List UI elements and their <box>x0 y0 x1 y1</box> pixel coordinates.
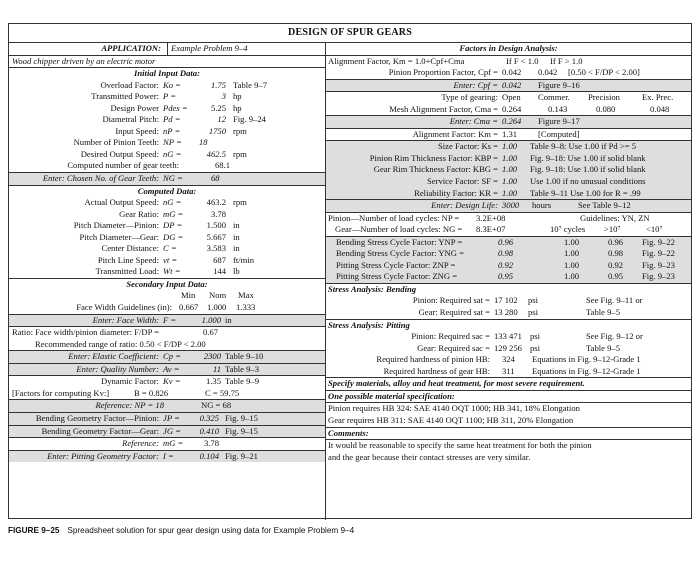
speed-value[interactable]: 1750 <box>208 125 226 136</box>
dp-label: Pitch Diameter—Pinion: <box>73 220 159 231</box>
ref-mg-value: 3.78 <box>203 438 219 449</box>
spec-gear-text: Gear requires HB 311: SAE 4140 OQT 1100; HB 311, 20% Elongation <box>328 414 574 425</box>
design-power-row <box>9 103 325 115</box>
factors-header-text: Factors in Design Analysis: <box>459 43 558 53</box>
design-power-symbol: Pdes = <box>163 102 188 113</box>
znp-row <box>326 260 691 272</box>
design-power-unit: hp <box>233 102 242 113</box>
secondary-input-header <box>9 278 325 291</box>
jp-row <box>9 413 325 426</box>
i-value[interactable]: 0.104 <box>199 450 219 461</box>
pitch-value[interactable]: 12 <box>217 114 226 125</box>
fw-min-head: Min <box>181 290 196 301</box>
sat-gear-value: 13 280 <box>494 307 518 318</box>
enter-cma-row <box>326 115 691 129</box>
pitting-geometry-row <box>9 450 325 463</box>
sat-pinion-value: 17 102 <box>494 295 518 306</box>
kbp-value[interactable]: 1.00 <box>502 152 518 163</box>
gearing-type-row <box>326 92 691 104</box>
enter-cma-value[interactable]: 0.264 <box>502 116 522 127</box>
jp-note: Fig. 9–15 <box>225 412 258 423</box>
sac-gear-row <box>326 343 691 355</box>
kv-note: Table 9–9 <box>225 376 260 387</box>
one-possible-row <box>326 391 691 404</box>
sf-label: Service Factor: SF = <box>427 176 498 187</box>
gearing-precision: Precision <box>588 92 620 103</box>
speed-row <box>9 126 325 138</box>
application-row <box>9 43 325 56</box>
km-value: 1.31 <box>502 128 518 139</box>
output-speed-row <box>9 149 325 161</box>
comment-line-1-text: It would be reasonable to specify the same heat treatment for both the pinion <box>328 440 592 451</box>
enter-cpf-label: Enter: Cpf = <box>453 79 498 90</box>
sat-gear-row <box>326 307 691 319</box>
spec-gear-row <box>326 415 691 428</box>
ref-np-label: Reference: NP = 18 <box>95 400 164 411</box>
sf-row <box>326 176 691 188</box>
cp-note: Table 9–10 <box>225 351 264 362</box>
computed-data-header <box>9 186 325 198</box>
actual-speed-value: 463.2 <box>206 197 226 208</box>
figure-caption <box>8 526 354 535</box>
sat-pinion-note: See Fig. 9–11 or <box>586 295 643 306</box>
zng-guide-3: Fig. 9–23 <box>642 271 675 282</box>
power-value[interactable]: 3 <box>221 91 226 102</box>
design-power-value: 5.25 <box>210 102 226 113</box>
kbg-value[interactable]: 1.00 <box>502 164 518 175</box>
quality-number-row <box>9 364 325 377</box>
ks-row <box>326 140 691 153</box>
right-panel <box>326 43 691 520</box>
dp-row <box>9 220 325 232</box>
zng-guide-1: 1.00 <box>564 271 580 282</box>
fw-nom-head: Nom <box>209 290 227 301</box>
pitch-symbol: Pd = <box>163 114 181 125</box>
pinion-teeth-symbol: NP = <box>163 137 182 148</box>
kbg-note: Fig. 9–18: Use 1.00 if solid blank <box>530 164 646 175</box>
pitch-line-speed-row <box>9 255 325 267</box>
hb-pinion-note: Equations in Fig. 9–12-Grade 1 <box>532 354 641 365</box>
znp-guide-2: 0.92 <box>608 259 624 270</box>
face-width-heads-row <box>9 290 325 302</box>
transmitted-load-unit: lb <box>233 266 240 277</box>
ks-label: Size Factor: Ks = <box>438 141 498 152</box>
pitch-label: Diametral Pitch: <box>102 114 159 125</box>
dg-row <box>9 232 325 244</box>
fw-max-head: Max <box>238 290 254 301</box>
design-life-label: Enter: Design Life: <box>431 200 498 211</box>
pitting-header <box>326 319 691 332</box>
power-symbol: P = <box>163 91 177 102</box>
sf-value[interactable]: 1.00 <box>502 176 518 187</box>
center-distance-row <box>9 243 325 255</box>
gearing-open: Open <box>502 92 521 103</box>
ynp-row <box>326 236 691 249</box>
kv-symbol: Kv = <box>163 376 181 387</box>
center-distance-unit: in <box>233 243 240 254</box>
ref-mg-row <box>9 438 325 450</box>
range-fd-row <box>9 339 325 351</box>
kbp-row <box>326 153 691 165</box>
face-width-label: Enter: Face Width: <box>92 314 159 325</box>
pitch-line-speed-symbol: vt = <box>163 254 178 265</box>
align-formula-label: Alignment Factor, Km = 1.0+Cpf+Cma <box>328 55 465 66</box>
actual-speed-symbol: nG = <box>163 197 182 208</box>
application-value: Example Problem 9–4 <box>167 43 248 55</box>
hb-pinion-label: Required hardness of pinion HB: <box>376 354 490 365</box>
kr-row <box>326 188 691 200</box>
align-formula-a: If F < 1.0 <box>506 55 539 66</box>
enter-cma-note: Figure 9–17 <box>538 116 580 127</box>
output-speed-unit: rpm <box>233 148 247 159</box>
transmitted-load-label: Transmitted Load: <box>95 266 159 277</box>
ynp-value[interactable]: 0.96 <box>498 236 514 247</box>
ynp-guide-1: 1.00 <box>564 236 580 247</box>
face-width-value[interactable]: 1.000 <box>201 314 221 325</box>
jg-label: Bending Geometry Factor—Gear: <box>41 425 159 436</box>
dp-symbol: DP = <box>163 220 183 231</box>
kv-value: 1.35 <box>205 376 221 387</box>
yng-guide-1: 1.00 <box>564 248 580 259</box>
gear-ratio-label: Gear Ratio: <box>119 208 159 219</box>
face-width-unit: in <box>225 314 232 325</box>
align-formula-row <box>326 56 691 68</box>
center-distance-value: 3.583 <box>206 243 226 254</box>
kv-factor-c: C = 59.75 <box>205 387 240 398</box>
jp-symbol: JP = <box>163 412 180 423</box>
ks-note: Table 9–8: Use 1.00 if Pd >= 5 <box>530 141 636 152</box>
center-distance-label: Center Distance: <box>101 243 159 254</box>
secondary-input-header-text: Secondary Input Data: <box>126 278 208 289</box>
guideline-lt-head: <10⁷ <box>646 224 663 235</box>
transmitted-load-value: 144 <box>213 266 226 277</box>
av-symbol: Av = <box>163 363 180 374</box>
yng-row <box>326 248 691 260</box>
speed-symbol: nP = <box>163 125 181 136</box>
np-cycles-label: Pinion—Number of load cycles: NP = <box>328 212 460 223</box>
sat-pinion-unit: psi <box>528 295 539 306</box>
hb-pinion-value: 324 <box>502 354 515 365</box>
cma-commer: 0.143 <box>548 103 568 114</box>
sac-gear-note: Table 9–5 <box>586 342 621 353</box>
dg-unit: in <box>233 231 240 242</box>
guideline-gt-head: >10⁷ <box>604 224 621 235</box>
zng-value[interactable]: 0.95 <box>498 271 514 282</box>
ref-mg-label: Reference: <box>122 438 159 449</box>
cp-label: Enter: Elastic Coefficient: <box>68 351 159 362</box>
pitch-row <box>9 114 325 126</box>
actual-speed-row <box>9 197 325 209</box>
chosen-teeth-value[interactable]: 68 <box>211 173 220 184</box>
ratio-fd-label: Ratio: Face width/pinion diameter: F/DP = <box>12 327 160 338</box>
zng-row <box>326 271 691 284</box>
ratio-fd-row <box>9 327 325 339</box>
av-note: Table 9–3 <box>225 363 260 374</box>
center-distance-symbol: C = <box>163 243 177 254</box>
yng-guide-3: Fig. 9–22 <box>642 248 675 259</box>
design-power-label: Design Power <box>110 102 159 113</box>
design-life-row <box>326 199 691 213</box>
jp-label: Bending Geometry Factor—Pinion: <box>35 412 159 423</box>
cma-open: 0.264 <box>502 103 522 114</box>
power-unit: hp <box>233 91 242 102</box>
ng-cycles-value: 8.3E+07 <box>476 224 506 235</box>
znp-label: Pitting Stress Cycle Factor: ZNP = <box>336 259 456 270</box>
factors-header <box>326 43 691 56</box>
design-life-value[interactable]: 3000 <box>502 200 520 211</box>
kr-label: Reliability Factor: KR = <box>414 187 498 198</box>
sac-gear-unit: psi <box>530 342 541 353</box>
gearing-commer: Commer. <box>538 92 570 103</box>
ng-cycles-label: Gear—Number of load cycles: NG = <box>335 224 463 235</box>
speed-unit: rpm <box>233 125 247 136</box>
yng-guide-2: 0.98 <box>608 248 624 259</box>
jg-row <box>9 426 325 439</box>
enter-cma-label: Enter: Cma = <box>449 116 498 127</box>
guideline-cycles-head: 10⁷ cycles <box>550 224 586 235</box>
pitch-line-speed-value: 687 <box>213 254 226 265</box>
output-speed-symbol: nG = <box>163 148 182 159</box>
power-row <box>9 91 325 103</box>
pitch-line-speed-unit: ft/min <box>233 254 255 265</box>
dg-label: Pitch Diameter—Gear: <box>79 231 159 242</box>
kv-label: Dynamic Factor: <box>101 376 159 387</box>
gear-ratio-row <box>9 209 325 221</box>
yng-value[interactable]: 0.98 <box>498 248 514 259</box>
transmitted-load-row <box>9 266 325 278</box>
chosen-teeth-label: Enter: Chosen No. of Gear Teeth: <box>42 173 159 184</box>
description-text: Wood chipper driven by an electric motor <box>12 55 156 66</box>
spreadsheet <box>8 23 692 519</box>
cp-value[interactable]: 2300 <box>203 351 221 362</box>
comment-line-2-text: and the gear because their contact stresses are very similar. <box>328 451 531 462</box>
figure-caption-text: Spreadsheet solution for spur gear design using data for Example Problem 9–4 <box>67 526 355 535</box>
fw-guide-label: Face Width Guidelines (in): <box>76 302 172 313</box>
pinion-teeth-row <box>9 137 325 149</box>
specify-text: Specify materials, alloy and heat treatment, for most severe requirement. <box>328 378 585 389</box>
actual-speed-unit: rpm <box>233 197 247 208</box>
i-symbol: I = <box>163 450 174 461</box>
sat-gear-label: Gear: Required sat = <box>418 307 490 318</box>
gear-ratio-symbol: mG = <box>163 208 184 219</box>
overload-value[interactable]: 1.75 <box>210 79 226 90</box>
np-cycles-row <box>326 213 691 225</box>
kbg-row <box>326 164 691 176</box>
sat-gear-note: Table 9–5 <box>586 307 621 318</box>
sac-gear-label: Gear: Required sac = <box>417 342 490 353</box>
znp-value[interactable]: 0.92 <box>498 259 514 270</box>
kbp-label: Pinion Rim Thickness Factor: KBP = <box>369 152 498 163</box>
overload-note: Table 9–7 <box>233 79 268 90</box>
dynamic-factor-row <box>9 376 325 388</box>
sf-note: Use 1.00 if no unusual conditions <box>530 176 646 187</box>
application-description <box>9 56 325 69</box>
overload-label: Overload Factor: <box>100 79 159 90</box>
left-panel <box>9 43 326 520</box>
cp-symbol: Cp = <box>163 351 181 362</box>
hb-gear-value: 311 <box>502 365 515 376</box>
fw-nom-value: 1.000 <box>207 302 227 313</box>
design-life-unit: hours <box>532 200 552 211</box>
dp-value: 1.500 <box>206 220 226 231</box>
initial-input-header-text: Initial Input Data: <box>134 68 200 79</box>
jp-value[interactable]: 0.325 <box>199 412 219 423</box>
jg-value[interactable]: 0.410 <box>199 425 219 436</box>
sac-pinion-unit: psi <box>530 331 541 342</box>
computed-teeth-row <box>9 160 325 172</box>
gearing-ex-prec: Ex. Prec. <box>642 92 674 103</box>
speed-label: Input Speed: <box>115 125 159 136</box>
computed-data-header-text: Computed Data: <box>137 185 197 196</box>
cma-row <box>326 104 691 116</box>
km-note: [Computed] <box>538 128 580 139</box>
av-label: Enter: Quality Number: <box>76 363 159 374</box>
km-row <box>326 129 691 141</box>
hb-gear-row <box>326 366 691 378</box>
sat-pinion-label: Pinion: Required sat = <box>412 295 490 306</box>
enter-cpf-note: Figure 9–16 <box>538 79 580 90</box>
pinion-teeth-label: Number of Pinion Teeth: <box>73 137 159 148</box>
np-cycles-value: 3.2E+08 <box>476 212 506 223</box>
figure-number: FIGURE 9–25 <box>8 526 60 535</box>
i-label: Enter: Pitting Geometry Factor: <box>47 450 159 461</box>
jg-note: Fig. 9–15 <box>225 425 258 436</box>
kr-note: Table 9–11 Use 1.00 for R = .99 <box>530 187 641 198</box>
comments-header <box>326 428 691 441</box>
guidelines-label: Guidelines: YN, ZN <box>580 212 650 223</box>
specify-row <box>326 377 691 391</box>
kv-factors-label: [Factors for computing Kv:] <box>12 387 110 398</box>
ratio-fd-value: 0.67 <box>203 327 219 338</box>
cpf-note: [0.50 < F/DP < 2.00] <box>568 67 640 78</box>
cpf-label: Pinion Proportion Factor, Cpf = <box>388 67 498 78</box>
comment-line-1 <box>326 440 691 452</box>
computed-teeth-label: Computed number of gear teeth: <box>67 160 179 171</box>
overload-row <box>9 80 325 92</box>
spec-pinion-row <box>326 403 691 415</box>
bending-header-text: Stress Analysis: Bending <box>328 283 417 294</box>
cpf-a: 0.042 <box>502 67 522 78</box>
output-speed-value[interactable]: 462.5 <box>206 148 226 159</box>
sat-pinion-row <box>326 295 691 307</box>
yng-label: Bending Stress Cycle Factor: YNG = <box>336 248 464 259</box>
range-fd-label: Recommended range of ratio: 0.50 < F/DP < 2.00 <box>35 338 206 349</box>
comment-line-2 <box>326 452 691 464</box>
cma-label: Mesh Alignment Factor, Cma = <box>389 103 498 114</box>
comments-header-text: Comments: <box>328 427 369 438</box>
chosen-teeth-symbol: NG = <box>163 173 183 184</box>
znp-guide-1: 1.00 <box>564 259 580 270</box>
kbp-note: Fig. 9–18: Use 1.00 if solid blank <box>530 152 646 163</box>
face-width-symbol: F = <box>163 314 177 325</box>
sac-pinion-row <box>326 331 691 343</box>
transmitted-load-symbol: Wt = <box>163 266 181 277</box>
pitch-note: Fig. 9–24 <box>233 114 266 125</box>
pinion-teeth-value[interactable]: 18 <box>199 137 208 148</box>
ref-np-row <box>9 399 325 413</box>
overload-symbol: Ko = <box>163 79 181 90</box>
output-speed-label: Desired Output Speed: <box>80 148 159 159</box>
initial-input-header <box>9 68 325 80</box>
sac-pinion-value: 133 471 <box>494 331 522 342</box>
computed-teeth-value: 68.1 <box>215 160 231 171</box>
ref-ng-value: NG = 68 <box>201 400 232 411</box>
dp-unit: in <box>233 220 240 231</box>
fw-max-value: 1.333 <box>236 302 256 313</box>
gearing-label: Type of gearing: <box>441 92 498 103</box>
kr-value[interactable]: 1.00 <box>502 187 518 198</box>
ks-value[interactable]: 1.00 <box>502 141 518 152</box>
cma-precision: 0.080 <box>596 103 616 114</box>
zng-guide-2: 0.95 <box>608 271 624 282</box>
jg-symbol: JG = <box>163 425 181 436</box>
chosen-teeth-row <box>9 172 325 186</box>
sac-pinion-label: Pinion: Required sac = <box>411 331 490 342</box>
km-label: Alignment Factor: Km = <box>412 128 498 139</box>
ynp-guide-2: 0.96 <box>608 236 624 247</box>
power-label: Transmitted Power: <box>91 91 159 102</box>
spec-pinion-text: Pinion requires HB 324: SAE 4140 OQT 1000; HB 341, 18% Elongation <box>328 403 580 414</box>
sac-gear-value: 129 256 <box>494 342 522 353</box>
design-life-note: See Table 9–12 <box>578 200 631 211</box>
i-note: Fig. 9–21 <box>225 450 258 461</box>
dg-symbol: DG = <box>163 231 184 242</box>
actual-speed-label: Actual Output Speed: <box>84 197 159 208</box>
bending-header <box>326 284 691 296</box>
ref-mg-symbol: mG = <box>163 438 184 449</box>
hb-pinion-row <box>326 354 691 366</box>
align-formula-b: If F > 1.0 <box>550 55 583 66</box>
cpf-b: 0.042 <box>538 67 558 78</box>
zng-label: Pitting Stress Cycle Factor: ZNG = <box>336 271 458 282</box>
fw-min-value: 0.667 <box>179 302 199 313</box>
face-width-row <box>9 314 325 328</box>
kv-factors-row <box>9 388 325 400</box>
gear-ratio-value: 3.78 <box>210 208 226 219</box>
application-label: APPLICATION: <box>101 43 161 53</box>
av-value[interactable]: 11 <box>213 363 221 374</box>
kbg-label: Gear Rim Thickness Factor: KBG = <box>373 164 498 175</box>
ynp-label: Bending Stress Cycle Factor: YNP = <box>336 236 463 247</box>
kv-factor-b: B = 0.826 <box>134 387 169 398</box>
sheet-title: DESIGN OF SPUR GEARS <box>9 24 691 43</box>
one-possible-text: One possible material specification: <box>328 390 455 401</box>
elastic-coefficient-row <box>9 350 325 364</box>
enter-cpf-row <box>326 79 691 93</box>
hb-gear-note: Equations in Fig. 9–12-Grade 1 <box>532 365 641 376</box>
pitting-header-text: Stress Analysis: Pitting <box>328 319 410 330</box>
pitch-line-speed-label: Pitch Line Speed: <box>97 254 159 265</box>
face-width-guide-row <box>9 302 325 314</box>
hb-gear-label: Required hardness of gear HB: <box>383 365 490 376</box>
sat-gear-unit: psi <box>528 307 539 318</box>
dg-value: 5.667 <box>206 231 226 242</box>
ynp-guide-3: Fig. 9–22 <box>642 236 675 247</box>
sac-pinion-note: See Fig. 9–12 or <box>586 331 643 342</box>
ng-cycles-row <box>326 224 691 236</box>
cma-ex-prec: 0.048 <box>650 103 670 114</box>
cpf-row <box>326 67 691 79</box>
enter-cpf-value[interactable]: 0.042 <box>502 79 522 90</box>
znp-guide-3: Fig. 9–23 <box>642 259 675 270</box>
